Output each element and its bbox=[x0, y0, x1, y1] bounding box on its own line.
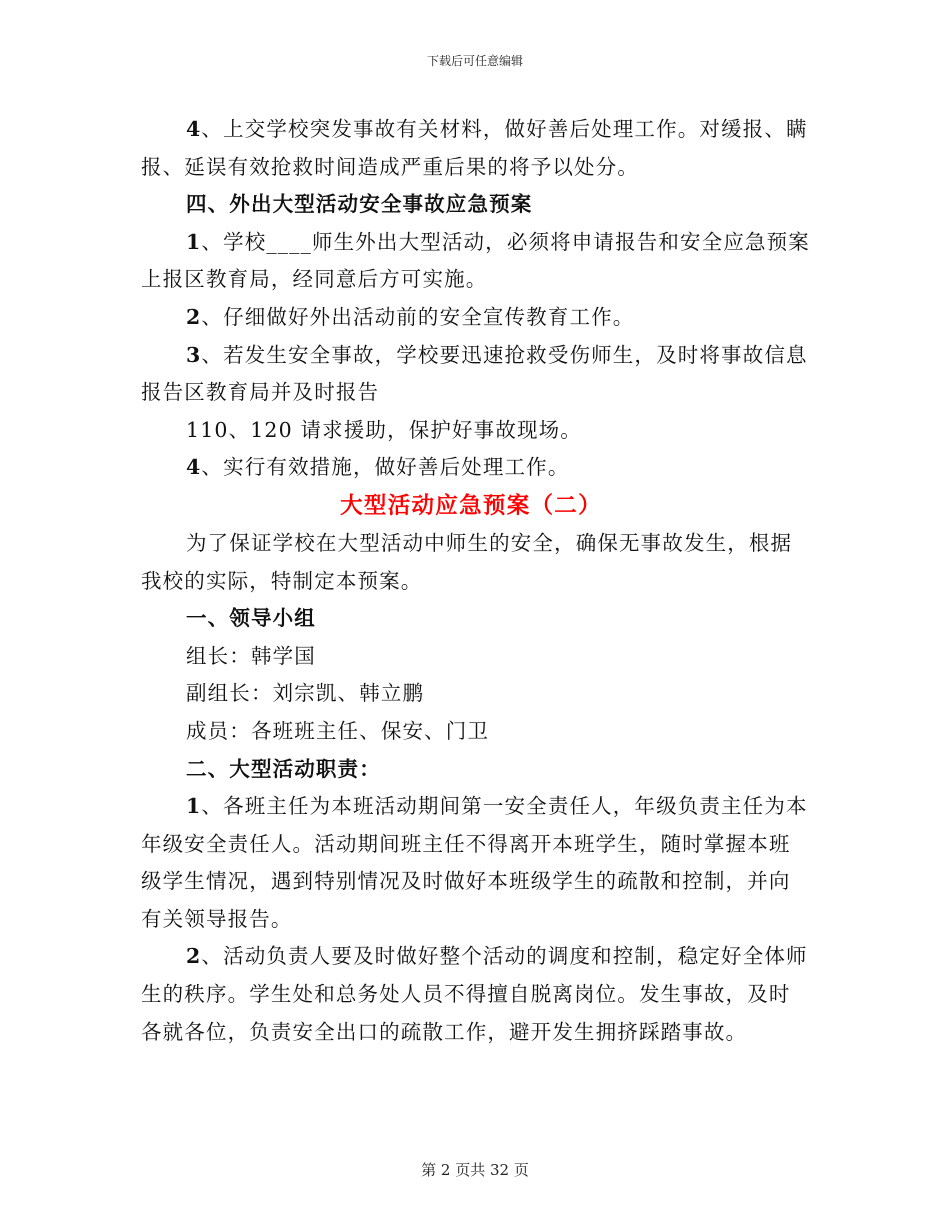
duty1-line1 bbox=[141, 788, 811, 826]
duty1-line3: 级学生情况，遇到特别情况及时做好本班级学生的疏散和控制，并向 bbox=[141, 869, 791, 894]
section-heading-4: 四、外出大型活动安全事故应急预案 bbox=[186, 192, 533, 217]
section-heading-1: 一、领导小组 bbox=[186, 606, 316, 631]
item-number: 1 bbox=[186, 229, 202, 254]
intro-line1: 为了保证学校在大型活动中师生的安全，确保无事故发生，根据 bbox=[186, 530, 793, 555]
item-number: 4 bbox=[186, 455, 202, 480]
item-number: 4 bbox=[186, 117, 202, 141]
page-header: 下载后可任意编辑 bbox=[426, 54, 523, 68]
paragraph-item4-line2: 报、延误有效抢救时间造成严重后果的将予以处分。 bbox=[141, 154, 639, 179]
paragraph-text: 、实行有效措施，做好善后处理工作。 bbox=[201, 455, 570, 480]
paragraph-item4b bbox=[141, 449, 811, 487]
section-heading-2: 二、大型活动职责： bbox=[186, 756, 381, 781]
paragraph-text: 、各班主任为本班活动期间第一安全责任人，年级负责主任为本 bbox=[201, 794, 808, 819]
paragraph-item2 bbox=[141, 299, 811, 337]
item-number: 1 bbox=[186, 794, 202, 819]
paragraph-text: 、若发生安全事故，学校要迅速抢救受伤师生，及时将事故信息 bbox=[201, 342, 808, 367]
item-number: 2 bbox=[186, 944, 202, 969]
intro-line2: 我校的实际，特制定本预案。 bbox=[141, 568, 423, 593]
page-footer: 第 2 页共 32 页 bbox=[421, 1161, 529, 1179]
paragraph-item3-line2: 报告区教育局并及时报告 bbox=[141, 380, 380, 405]
paragraph-item4-line1 bbox=[141, 111, 811, 149]
deputy-line: 副组长：刘宗凯、韩立鹏 bbox=[186, 681, 425, 706]
item-number: 2 bbox=[186, 304, 202, 329]
paragraph-text: 、活动负责人要及时做好整个活动的调度和控制，稳定好全体师 bbox=[201, 944, 808, 969]
paragraph-text: 、上交学校突发事故有关材料，做好善后处理工作。对缓报、瞒 bbox=[201, 117, 808, 141]
paragraph-item3-line3: 110、120 请求援助，保护好事故现场。 bbox=[186, 417, 582, 442]
duty2-line1 bbox=[141, 938, 811, 976]
paragraph-item1-line1 bbox=[141, 224, 811, 262]
duty2-line2: 生的秩序。学生处和总务处人员不得擅自脱离岗位。发生事故，及时 bbox=[141, 982, 791, 1007]
document-title: 大型活动应急预案（二） bbox=[340, 492, 602, 519]
duty1-line2: 年级安全责任人。活动期间班主任不得离开本班学生，随时掌握本班 bbox=[141, 831, 791, 856]
paragraph-item1-line2: 上报区教育局，经同意后方可实施。 bbox=[141, 267, 488, 292]
duty2-line3: 各就各位，负责安全出口的疏散工作，避开发生拥挤踩踏事故。 bbox=[141, 1019, 748, 1044]
item-number: 3 bbox=[186, 342, 202, 367]
paragraph-text: 、仔细做好外出活动前的安全宣传教育工作。 bbox=[201, 304, 635, 329]
leader-line: 组长：韩学国 bbox=[186, 643, 316, 668]
paragraph-text: 、学校____师生外出大型活动，必须将申请报告和安全应急预案 bbox=[201, 229, 810, 254]
duty1-line4: 有关领导报告。 bbox=[141, 906, 293, 931]
paragraph-item3-line1 bbox=[141, 337, 811, 375]
members-line: 成员：各班班主任、保安、门卫 bbox=[186, 718, 490, 743]
document-body bbox=[141, 111, 811, 1051]
